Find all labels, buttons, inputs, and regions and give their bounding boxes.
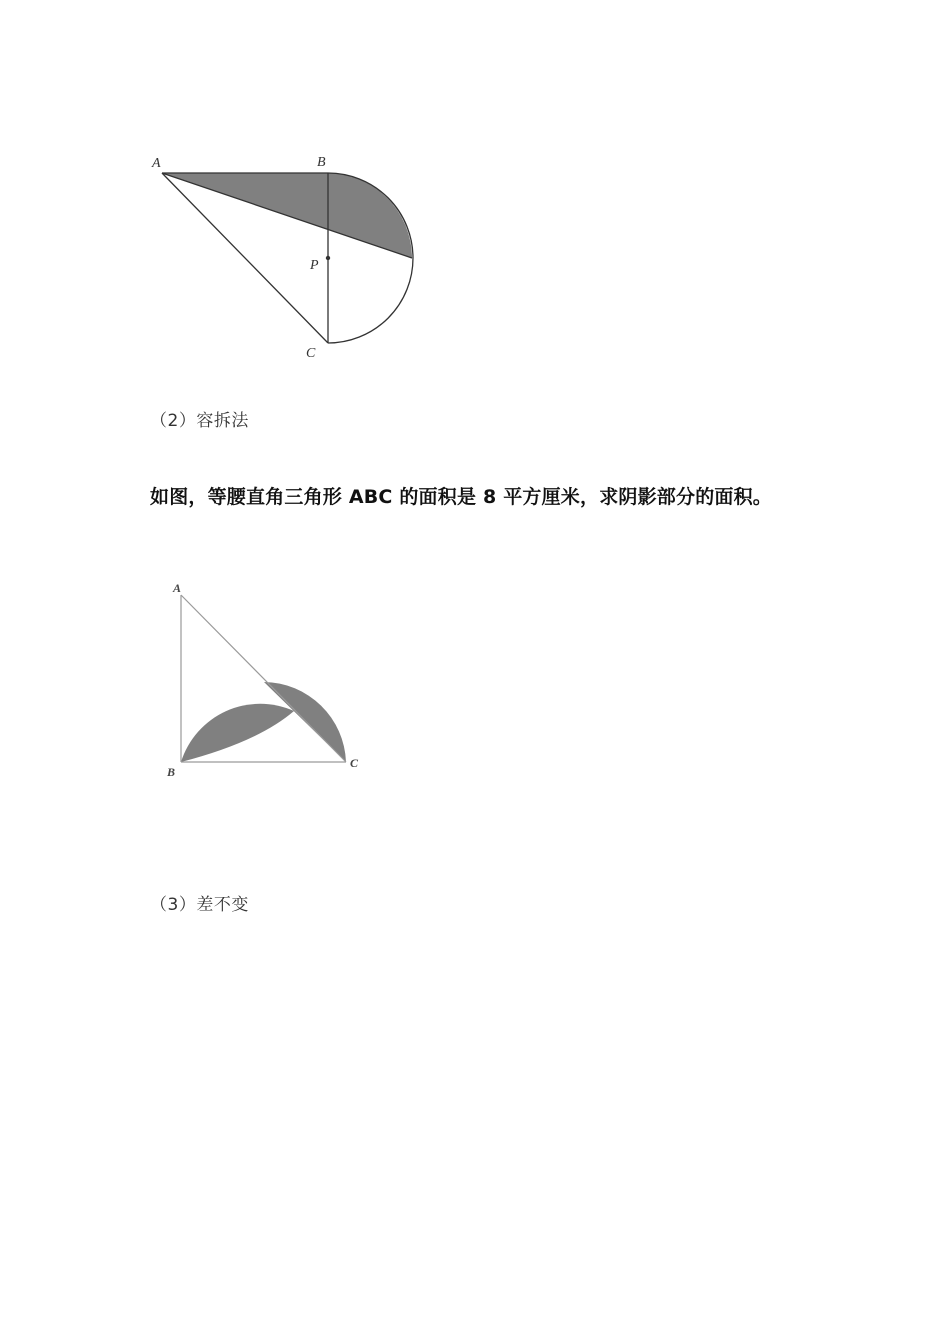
section-heading-3: （3）差不变 — [150, 895, 249, 915]
label-a: A — [173, 581, 182, 595]
label-c: C — [306, 346, 316, 361]
label-b: B — [167, 765, 176, 779]
figure-isosceles-right-triangle — [155, 572, 375, 782]
figure-semicircle-triangle — [140, 140, 440, 370]
section-heading-2: （2）容拆法 — [150, 411, 249, 431]
label-p: P — [310, 258, 319, 273]
label-a: A — [152, 156, 161, 171]
label-c: C — [350, 756, 359, 770]
center-point-p — [326, 256, 330, 260]
problem-statement: 如图，等腰直角三角形 ABC 的面积是 8 平方厘米，求阴影部分的面积。 — [150, 486, 773, 508]
label-b: B — [317, 155, 326, 170]
shaded-region-left — [181, 704, 294, 762]
